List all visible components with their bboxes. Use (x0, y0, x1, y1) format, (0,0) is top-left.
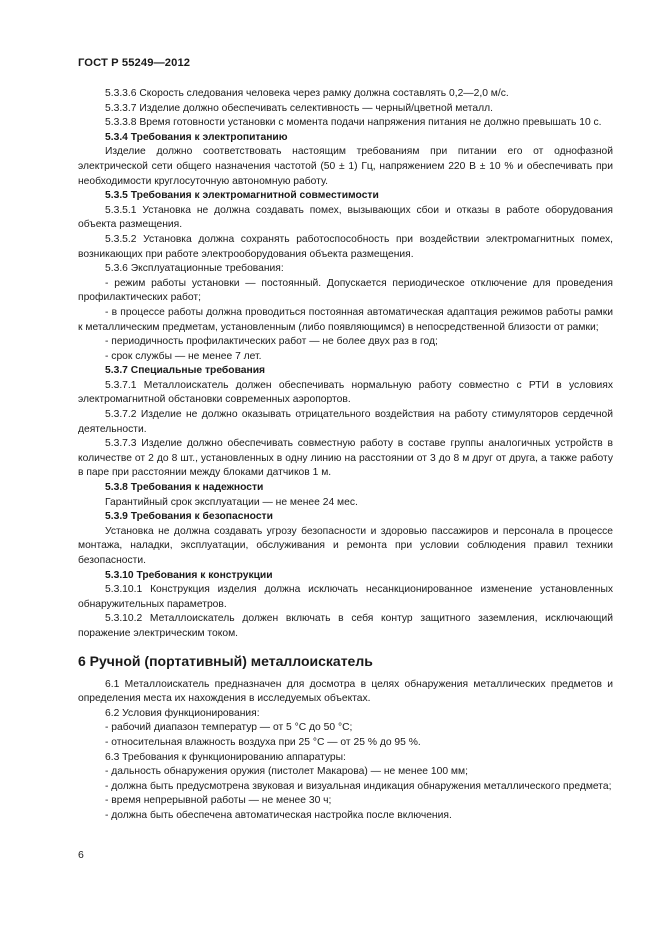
document-body (78, 87, 613, 824)
subsection-heading: 5.3.9 Требования к безопасности (105, 511, 273, 523)
paragraph: 5.3.10.1 Конструкция изделия должна исключать несанкционированное изменение установленных обнаружительных параметров. (78, 584, 613, 610)
paragraph: Изделие должно соответствовать настоящим требованиям при питании его от однофазной электрической сети общего назначения частотой (50 ± 1) Гц, напряжением 220 В ± 10 % и обеспечивать при необходимости круглосуточную автономную работу. (78, 146, 613, 187)
paragraph: 5.3.7.2 Изделие не должно оказывать отрицательного воздействия на работу стимуляторов сердечной деятельности. (78, 409, 613, 435)
list-item: - периодичность профилактических работ — не более двух раз в год; (105, 336, 438, 348)
paragraph: Установка не должна создавать угрозу безопасности и здоровью пассажиров и персонала в процессе монтажа, наладки, эксплуатации, обслуживания и ремонта при условии соблюдения правил техники безопасности. (78, 525, 613, 566)
paragraph: 5.3.7.3 Изделие должно обеспечивать совместную работу в составе группы аналогичных устройств в количестве от 2 до 8 шт., установленных в одну линию на расстоянии от 3 до 8 м друг от друга, а также работу в паре при расстоянии между блоками датчиков 1 м. (78, 438, 613, 479)
list-item: - должна быть обеспечена автоматическая настройка после включения. (105, 809, 452, 821)
paragraph: 5.3.5.1 Установка не должна создавать помех, вызывающих сбои и отказы в работе оборудования объекта размещения. (78, 204, 613, 231)
paragraph: 5.3.5.2 Установка должна сохранять работоспособность при воздействии электромагнитных помех, возникающих при работе электрооборудования объекта размещения. (78, 233, 613, 260)
subsection-heading: 5.3.7 Специальные требования (105, 365, 266, 377)
page-number: 6 (78, 849, 84, 861)
paragraph: 5.3.3.8 Время готовности установки с момента подачи напряжения питания не должно превышать 10 с. (105, 117, 602, 129)
list-item: - должна быть предусмотрена звуковая и визуальная индикация обнаружения металлического предмета; (105, 780, 612, 792)
list-item: - срок службы — не менее 7 лет. (105, 350, 262, 362)
subsection-heading: 5.3.10 Требования к конструкции (105, 569, 273, 581)
paragraph: 6.3 Требования к функционированию аппаратуры: (105, 751, 346, 763)
paragraph: Гарантийный срок эксплуатации — не менее 24 мес. (105, 496, 358, 508)
paragraph: 6.1 Металлоискатель предназначен для досмотра в целях обнаружения металлических предметов и определения места их нахождения в исследуемых объектах. (78, 678, 613, 705)
list-item: - рабочий диапазон температур — от 5 °С до 50 °С; (105, 722, 353, 734)
subsection-heading: 5.3.8 Требования к надежности (105, 482, 264, 494)
paragraph: 5.3.7.1 Металлоискатель должен обеспечивать нормальную работу совместно с РТИ в условиях электромагнитной обстановки современных аэропортов. (78, 379, 613, 406)
list-item: - относительная влажность воздуха при 25 °С — от 25 % до 95 %. (105, 736, 421, 748)
document-header: ГОСТ Р 55249—2012 (78, 57, 191, 69)
paragraph: 5.3.3.6 Скорость следования человека через рамку должна составлять 0,2—2,0 м/с. (105, 88, 509, 99)
list-item: - дальность обнаружения оружия (пистолет Макарова) — не менее 100 мм; (105, 766, 468, 778)
list-item: - в процессе работы должна проводиться постоянная автоматическая адаптация режимов работы рамки к металлическим предметам, установленным (либо появляющимся) в непосредственной близости от рамки; (78, 306, 613, 333)
subsection-heading: 5.3.5 Требования к электромагнитной совместимости (105, 190, 379, 202)
subsection-heading: 5.3.4 Требования к электропитанию (105, 131, 288, 143)
paragraph: 5.3.3.7 Изделие должно обеспечивать селективность — черный/цветной металл. (105, 102, 493, 114)
paragraph: 5.3.10.2 Металлоискатель должен включать в себя контур защитного заземления, исключающий поражение электрическим током. (78, 613, 613, 639)
paragraph: 5.3.6 Эксплуатационные требования: (105, 263, 284, 275)
section-title: 6 Ручной (портативный) металлоискатель (78, 652, 373, 669)
paragraph: 6.2 Условия функционирования: (105, 707, 260, 719)
list-item: - время непрерывной работы — не менее 30 ч; (105, 795, 332, 807)
list-item: - режим работы установки — постоянный. Допускается периодическое отключение для проведения профилактических работ; (78, 277, 613, 304)
